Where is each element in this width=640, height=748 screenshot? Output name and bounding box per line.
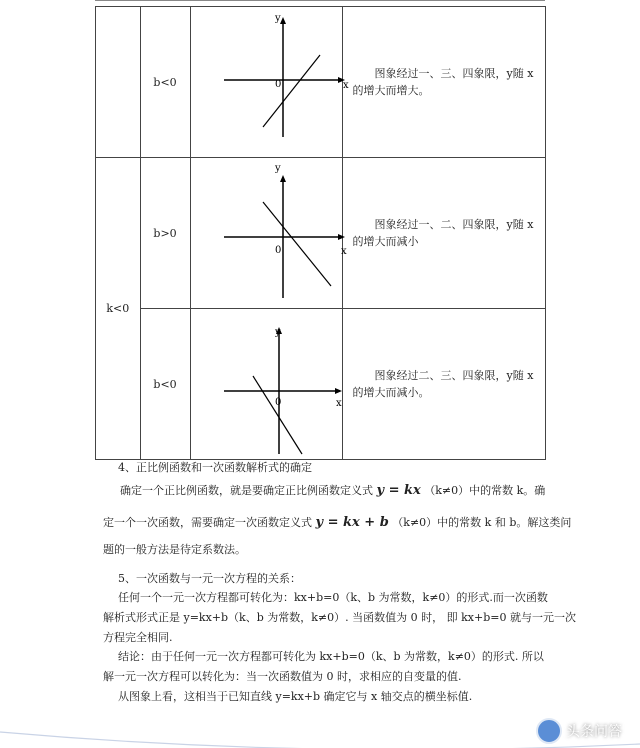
origin-label: 0 xyxy=(274,79,281,90)
text: （k≠0）中的常数 k。确 xyxy=(424,484,546,497)
x-axis-label: x xyxy=(335,398,342,409)
y-axis-arrow xyxy=(280,17,286,24)
graph-line xyxy=(253,376,302,454)
graph-decreasing-positive-intercept xyxy=(191,158,347,308)
description-cell xyxy=(342,309,545,460)
watermark-text: 头条问答 xyxy=(566,724,622,740)
watermark xyxy=(536,718,622,744)
graph-increasing xyxy=(191,7,349,157)
graph-cell xyxy=(190,309,342,460)
table-top-border xyxy=(95,0,545,1)
graph-cell xyxy=(190,7,349,158)
description-text: 图象经过一、二、四象限，y随 x 的增大而减小 xyxy=(352,218,534,248)
section5-line3: 方程完全相同. xyxy=(103,631,173,644)
section4-heading: 4、正比例函数和一次函数解析式的确定 xyxy=(118,461,312,474)
graph-line xyxy=(263,55,320,127)
k-cell-empty xyxy=(96,7,141,158)
x-axis-label: x xyxy=(342,80,349,91)
linear-formula: y = kx + b xyxy=(315,515,389,530)
graph-cell xyxy=(190,158,347,309)
origin-label: 0 xyxy=(274,397,281,408)
table-row xyxy=(96,158,546,309)
section4-paragraph-line3: 题的一般方法是待定系数法。 xyxy=(103,543,246,556)
section5-line5: 解一元一次方程可以转化为：当一次函数值为 0 时，求相应的自变量的值. xyxy=(103,670,462,683)
section5-line6: 从图象上看，这相当于已知直线 y=kx+b 确定它与 x 轴交点的横坐标值. xyxy=(118,690,473,703)
y-axis-label: y xyxy=(274,13,281,24)
proportional-formula: y = kx xyxy=(376,483,421,498)
b-cell: b>0 xyxy=(140,158,190,309)
section4-paragraph-line1 xyxy=(120,484,560,498)
text: 确定一个正比例函数，就是要确定正比例函数定义式 xyxy=(120,484,373,497)
watermark-logo-icon xyxy=(536,718,562,744)
description-text: 图象经过一、三、四象限，y随 x 的增大而增大。 xyxy=(352,67,534,97)
text: （k≠0）中的常数 k 和 b。解这类问 xyxy=(392,516,572,529)
section5-line1: 任何一个一元一次方程都可转化为：kx+b=0（k、b 为常数，k≠0）的形式.而一次函数 xyxy=(118,591,548,604)
table-row xyxy=(96,309,546,460)
table-row xyxy=(96,7,546,158)
description-cell xyxy=(342,158,545,309)
graph-decreasing-negative-intercept xyxy=(191,309,342,459)
description-cell xyxy=(342,7,545,158)
k-cell: k<0 xyxy=(96,158,141,460)
text: 定一个一次函数，需要确定一次函数定义式 xyxy=(103,516,312,529)
b-cell: b<0 xyxy=(140,7,190,158)
description-text: 图象经过二、三、四象限，y随 x 的增大而减小。 xyxy=(352,369,534,399)
section5-line4: 结论：由于任何一元一次方程都可转化为 kx+b=0（k、b 为常数，k≠0）的形式. 所以 xyxy=(118,650,544,663)
linear-function-table xyxy=(95,6,546,460)
graph-line xyxy=(263,202,331,286)
x-axis-arrow xyxy=(335,388,342,394)
y-axis-arrow xyxy=(280,175,286,182)
section5-heading: 5、一次函数与一元一次方程的关系： xyxy=(118,572,301,585)
section5-line2: 解析式形式正是 y=kx+b（k、b 为常数，k≠0）. 当函数值为 0 时， 即 kx+b=0 就与一元一次 xyxy=(103,611,576,624)
y-axis-label: y xyxy=(274,163,281,174)
x-axis-label: x xyxy=(340,246,347,257)
y-axis-label: y xyxy=(274,327,281,338)
origin-label: 0 xyxy=(274,245,281,256)
section4-paragraph-line2 xyxy=(103,515,572,530)
b-cell: b<0 xyxy=(140,309,190,460)
